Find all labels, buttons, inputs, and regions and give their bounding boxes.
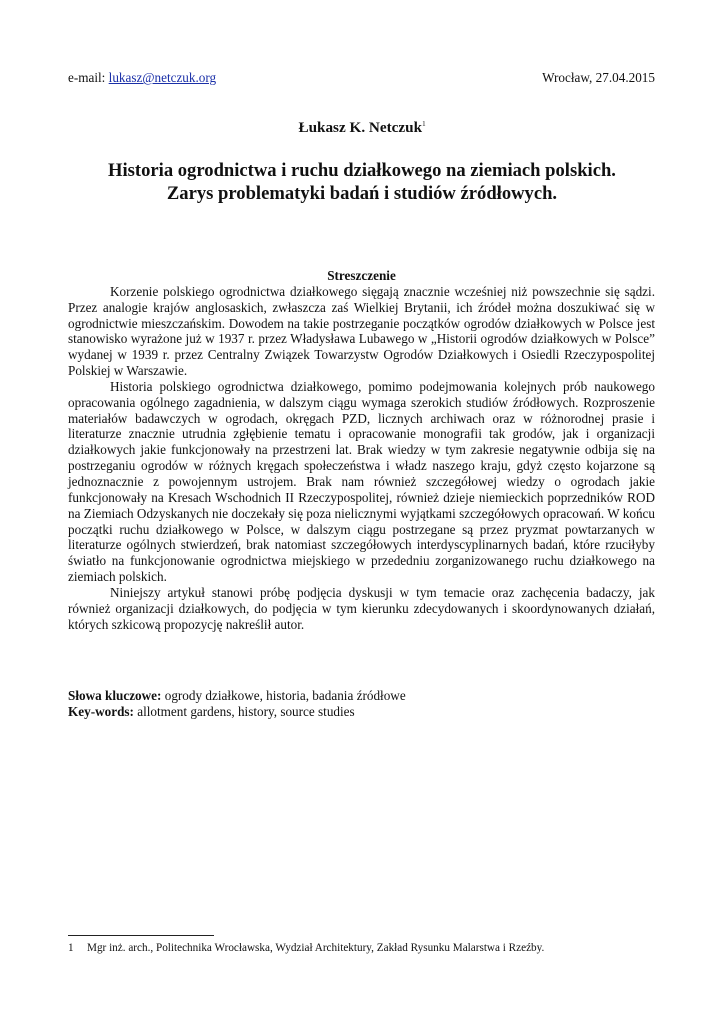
footnote-text: Mgr inż. arch., Politechnika Wrocławska, Wydział Architektury, Zakład Rysunku Malarstwa i Rzeźby. — [87, 942, 545, 954]
email-label: e-mail: — [68, 70, 106, 85]
abstract-heading: Streszczenie — [327, 268, 396, 283]
keywords-en-label: Key-words: — [68, 704, 134, 719]
abstract-paragraph-1: Korzenie polskiego ogrodnictwa działkowego sięgają znacznie wcześniej niż powszechnie się sądzi. Przez analogie krajów anglosaskich, zwłaszcza zaś Wielkiej Brytanii, ich źródeł można doszukiwać się w ogrodnictwie mieszczańskim. Dowodem na takie postrzeganie początków ogrodów działkowych w Polsce jest stanowisko wyrażone już w 1937 r. przez Władysława Lubawego w „Historii ogrodów działkowych w Polsce” wydanej w 1939 r. przez Centralny Związek Towarzystw Ogrodów Działkowych i Osiedli Rzeczypospolitej Polskiej w Warszawie. — [68, 283, 655, 379]
abstract-section — [68, 268, 655, 632]
title-line-2: Zarys problematyki badań i studiów źródłowych. — [166, 182, 558, 204]
keywords-pl — [68, 688, 655, 704]
keywords-section — [68, 688, 655, 720]
abstract-paragraph-3: Niniejszy artykuł stanowi próbę podjęcia dyskusji w tym temacie oraz zachęcenia badaczy, jak również organizacji działkowych, do podjęcia w tym kierunku zdecydowanych i skoordynowanych działań, których szkicową propozycję nakreślił autor. — [68, 584, 655, 632]
footnote — [68, 941, 668, 955]
page-header — [68, 70, 655, 88]
title-line-1: Historia ogrodnictwa i ruchu działkowego na ziemiach polskich. — [108, 160, 616, 181]
keywords-pl-value: ogrody działkowe, historia, badania źródłowe — [161, 688, 406, 703]
footnote-number: 1 — [68, 942, 74, 954]
author-name: Łukasz K. Netczuk — [298, 119, 423, 136]
place-date: Wrocław, 27.04.2015 — [542, 70, 655, 85]
keywords-en — [68, 704, 655, 720]
email-line — [68, 70, 216, 86]
keywords-pl-label: Słowa kluczowe: — [68, 688, 162, 703]
author-footnote-mark[interactable]: 1 — [422, 119, 426, 128]
author-line — [0, 119, 724, 137]
footnote-divider — [68, 935, 214, 936]
email-link[interactable]: lukasz@netczuk.org — [108, 70, 217, 85]
paper-title — [40, 160, 684, 205]
abstract-paragraph-2: Historia polskiego ogrodnictwa działkowego, pomimo podejmowania kolejnych prób naukowego opracowania ogólnego zagadnienia, w dalszym ciągu wymaga szerokich studiów źródłowych. Rozproszenie materiałów badawczych w ogrodach, okręgach PZD, licznych archiwach oraz w różnorodnej prasie i literaturze znacznie utrudnia zgłębienie tematu i opracowanie monografii tak grodów, jak i organizacji działkowych jakie funkcjonowały na przestrzeni lat. Brak wiedzy w tym zakresie negatywnie odbija się na postrzeganiu ogrodów w różnych kręgach społeczeństwa i władz naszego kraju, gdyż często kojarzone są jednoznacznie z powojennym ustrojem. Brak nam również szczegółowej wiedzy o ogrodach jakie funkcjonowały na Kresach Wschodnich II Rzeczypospolitej, również dzieje niemieckich poprzedników ROD na Ziemiach Odzyskanych nie doczekały się poza nielicznymi wyjątkami szczegółowych opracowań. W końcu początki ruchu działkowego w Polsce, w dalszym ciągu postrzegane są przez pryzmat powtarzanych w literaturze ogólnych stwierdzeń, brak natomiast szczegółowych interdyscyplinarnych badań, które rzuciłyby światło na funkcjonowanie ogrodnictwa miejskiego w przededniu zorganizowanego ruchu działkowego na ziemiach polskich. — [68, 378, 655, 585]
keywords-en-value: allotment gardens, history, source studies — [133, 704, 355, 719]
